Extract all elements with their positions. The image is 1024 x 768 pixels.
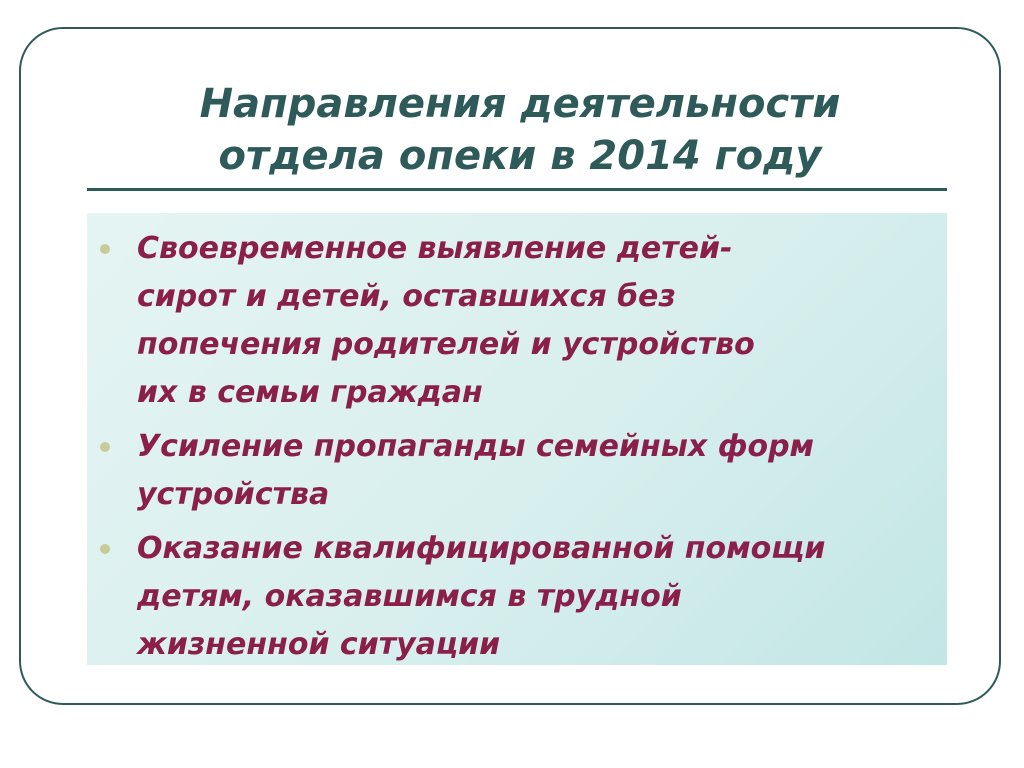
bullet-line: жизненной ситуации xyxy=(137,627,501,662)
bullet-line: их в семьи граждан xyxy=(137,375,483,410)
bullet-line: Своевременное выявление детей- xyxy=(137,231,733,266)
bullet-list xyxy=(87,213,947,669)
bullet-item xyxy=(87,225,947,417)
bullet-line: попечения родителей и устройство xyxy=(137,327,755,362)
bullet-line: Усиление пропаганды семейных форм xyxy=(137,429,815,464)
title-line-2: отдела опеки в 2014 году xyxy=(218,133,822,179)
bullet-dot-icon xyxy=(100,244,110,254)
bullet-line: устройства xyxy=(137,477,330,512)
bullet-line: детям, оказавшимся в трудной xyxy=(137,579,682,614)
title-line-1: Направления деятельности xyxy=(199,81,841,127)
title-divider xyxy=(87,188,947,191)
content-box xyxy=(87,213,947,665)
bullet-line: Оказание квалифицированной помощи xyxy=(137,531,826,566)
bullet-line: сирот и детей, оставшихся без xyxy=(137,279,676,314)
bullet-dot-icon xyxy=(100,442,110,452)
slide-title xyxy=(90,78,950,182)
bullet-dot-icon xyxy=(100,544,110,554)
bullet-item xyxy=(87,423,947,519)
bullet-item xyxy=(87,525,947,669)
